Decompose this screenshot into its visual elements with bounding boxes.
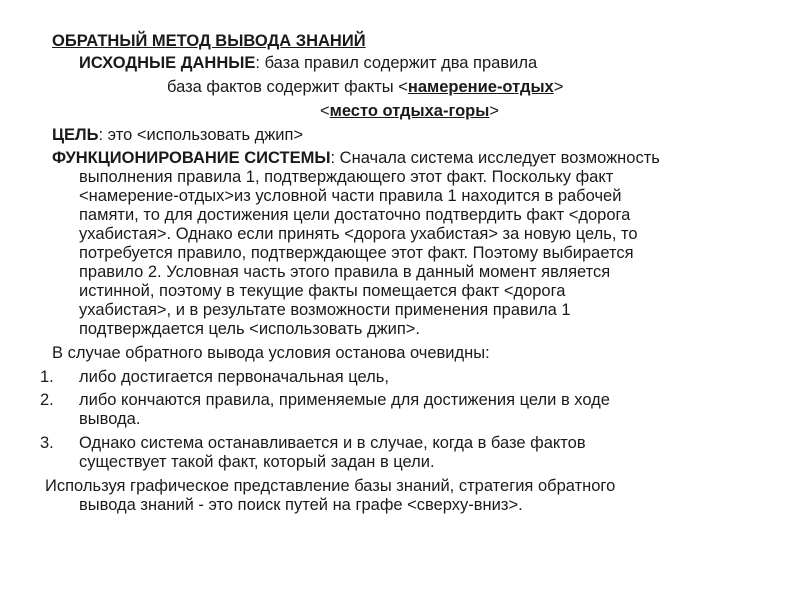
initial-data-line — [79, 54, 537, 73]
condition-text: либо кончаются правила, применяемые для достижения цели в ходе — [79, 391, 610, 409]
fact-intention: намерение-отдых — [407, 78, 554, 96]
functioning-line: потребуется правило, подтверждающее этот факт. Поэтому выбирается — [79, 244, 634, 262]
fact-place-close: > — [489, 102, 499, 120]
goal-line — [52, 126, 303, 145]
facts-line — [167, 78, 563, 97]
condition-text: либо достигается первоначальная цель, — [79, 368, 389, 386]
conclusion-line: вывода знаний - это поиск путей на графе <сверху-вниз>. — [79, 496, 523, 514]
condition-text: существует такой факт, который задан в цели. — [79, 453, 435, 471]
functioning-line: правило 2. Условная часть этого правила в данный момент является — [79, 263, 611, 281]
functioning-line: <намерение-отдых>из условной части правила 1 находится в рабочей — [79, 187, 622, 205]
condition-text: вывода. — [79, 410, 141, 428]
functioning-first-text: : Сначала система исследует возможность — [330, 149, 660, 167]
condition-text: Однако система останавливается и в случае, когда в базе фактов — [79, 434, 586, 452]
functioning-line: истинной, поэтому в текущие факты помещается факт <дорога — [79, 282, 566, 300]
functioning-first-line — [52, 149, 660, 168]
fact2-line — [320, 102, 499, 121]
fact-place: место отдыха-горы — [329, 102, 490, 120]
conclusion-line: Используя графическое представление базы знаний, стратегия обратного — [45, 477, 616, 495]
functioning-line: памяти, то для достижения цели достаточно подтвердить факт <дорога — [79, 206, 631, 224]
goal-label: ЦЕЛЬ — [52, 126, 99, 144]
functioning-line: выполнения правила 1, подтверждающего этот факт. Поскольку факт — [79, 168, 614, 186]
condition-number: 1. — [40, 368, 54, 386]
goal-text: : это <использовать джип> — [98, 126, 304, 144]
functioning-line: ухабистая>. Однако если принять <дорога ухабистая> за новую цель, то — [79, 225, 638, 243]
initial-data-label: ИСХОДНЫЕ ДАННЫЕ — [79, 54, 256, 72]
slide-title: ОБРАТНЫЙ МЕТОД ВЫВОДА ЗНАНИЙ — [52, 32, 366, 50]
functioning-label: ФУНКЦИОНИРОВАНИЕ СИСТЕМЫ — [52, 149, 331, 167]
fact-place-open: < — [320, 102, 330, 120]
stop-intro: В случае обратного вывода условия останова очевидны: — [52, 344, 490, 362]
fact-intention-close: > — [553, 78, 564, 96]
functioning-line: подтверждается цель <использовать джип>. — [79, 320, 420, 338]
facts-prefix: база фактов содержит факты < — [167, 78, 408, 96]
rules-text: : база правил содержит два правила — [255, 54, 538, 72]
condition-number: 2. — [40, 391, 54, 409]
functioning-line: ухабистая>, и в результате возможности применения правила 1 — [79, 301, 571, 319]
condition-number: 3. — [40, 434, 54, 452]
